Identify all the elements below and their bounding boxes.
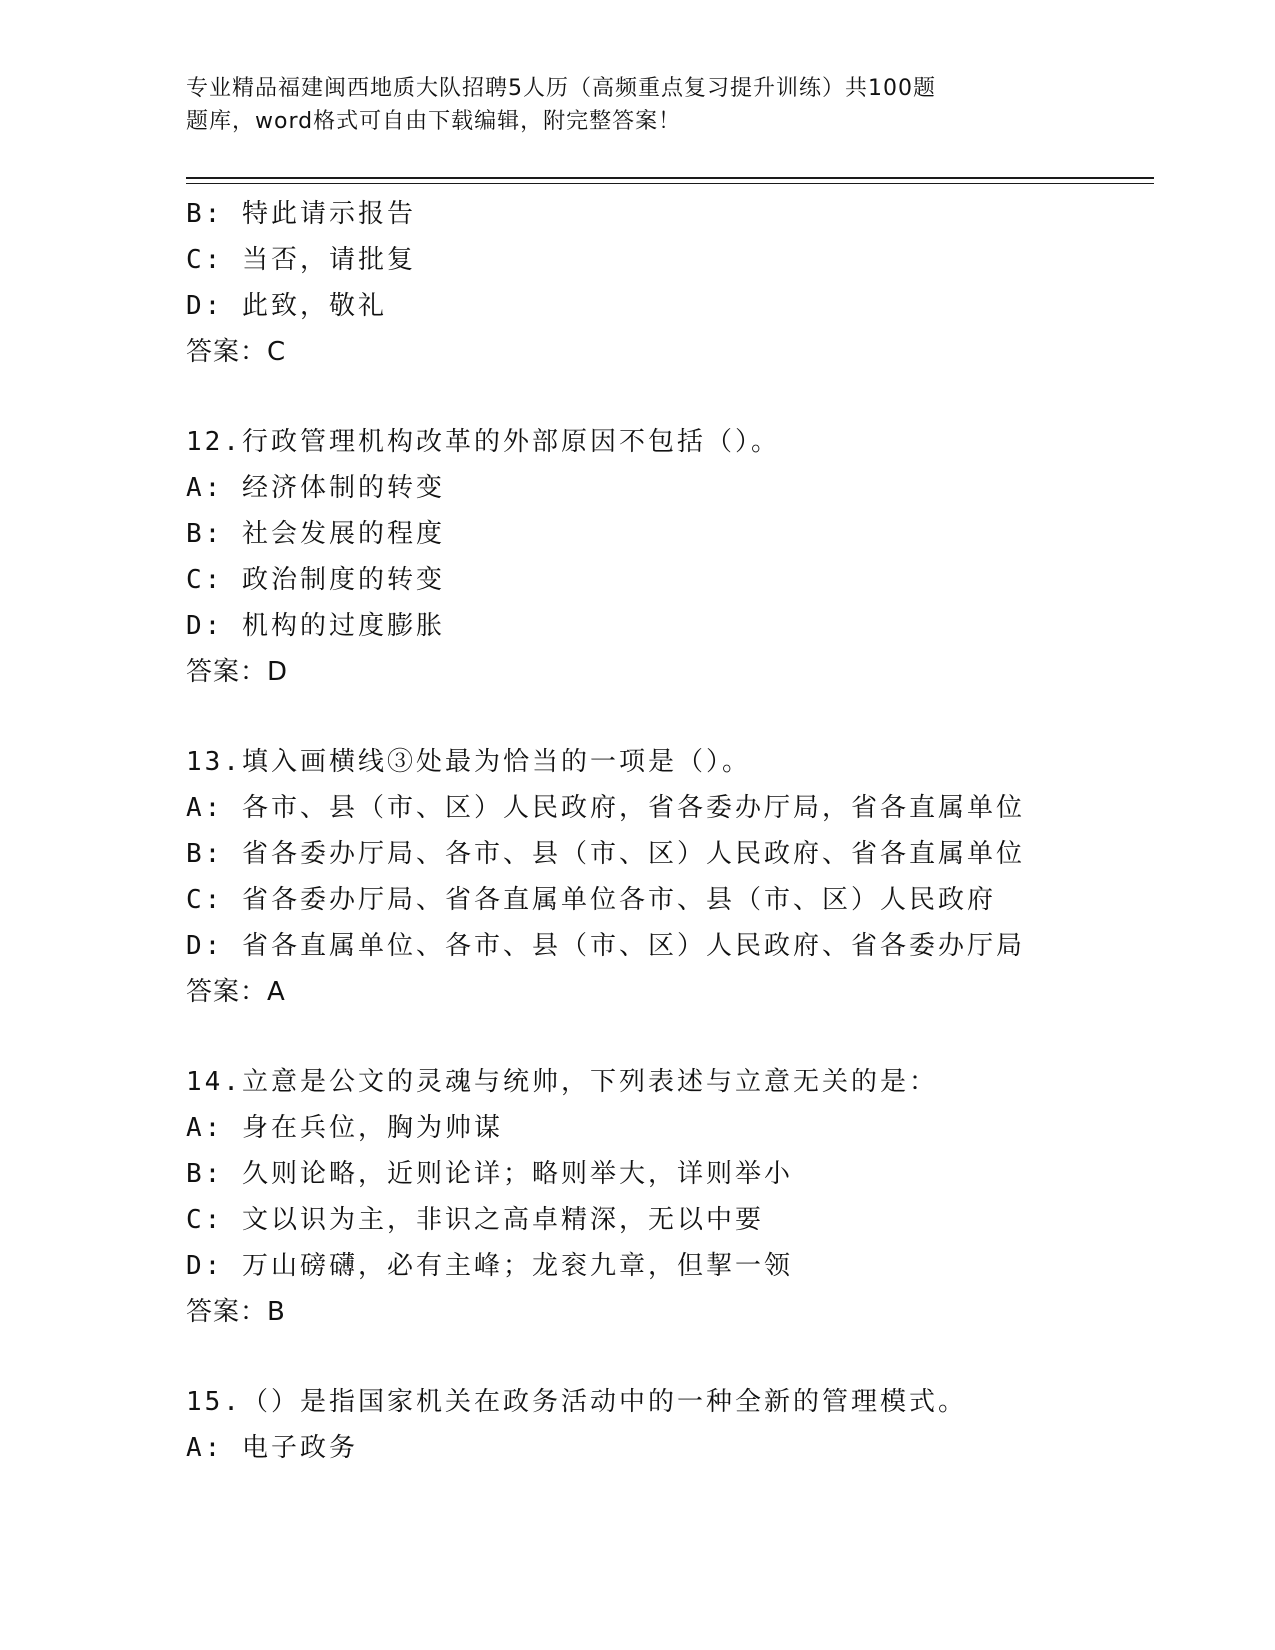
option-d: D: 省各直属单位、各市、县（市、区）人民政府、省各委办厅局	[186, 931, 1025, 961]
question-text: 14.立意是公文的灵魂与统帅，下列表述与立意无关的是：	[186, 1067, 938, 1097]
question-block-12	[186, 419, 1146, 695]
option-b: B: 特此请示报告	[186, 199, 416, 229]
question-text: 13.填入画横线③处最为恰当的一项是（）。	[186, 747, 751, 777]
answer-text: 答案：B	[186, 1297, 286, 1327]
option-b: B: 社会发展的程度	[186, 519, 445, 549]
document-header	[186, 72, 1016, 138]
question-block-11	[186, 191, 1146, 375]
question-block-13	[186, 739, 1146, 1015]
option-a: A: 电子政务	[186, 1433, 358, 1463]
option-c: C: 当否，请批复	[186, 245, 416, 275]
option-a: A: 各市、县（市、区）人民政府，省各委办厅局，省各直属单位	[186, 793, 1025, 823]
option-c: C: 政治制度的转变	[186, 565, 445, 595]
question-list	[186, 191, 1146, 1471]
option-c: C: 省各委办厅局、省各直属单位各市、县（市、区）人民政府	[186, 885, 996, 915]
header-rule-thick	[186, 177, 1154, 179]
question-block-14	[186, 1059, 1146, 1335]
header-title-line-2: 题库，word格式可自由下载编辑，附完整答案！	[186, 109, 682, 134]
question-text: 12.行政管理机构改革的外部原因不包括（）。	[186, 427, 780, 457]
option-b: B: 省各委办厅局、各市、县（市、区）人民政府、省各直属单位	[186, 839, 1025, 869]
answer-text: 答案：A	[186, 977, 286, 1007]
option-c: C: 文以识为主，非识之高卓精深，无以中要	[186, 1205, 764, 1235]
header-rule-thin	[186, 183, 1154, 184]
option-d: D: 机构的过度膨胀	[186, 611, 445, 641]
answer-text: 答案：D	[186, 657, 289, 687]
option-a: A: 经济体制的转变	[186, 473, 445, 503]
option-a: A: 身在兵位，胸为帅谋	[186, 1113, 503, 1143]
question-block-15	[186, 1379, 1146, 1471]
option-d: D: 万山磅礴，必有主峰；龙衮九章，但挈一领	[186, 1251, 793, 1281]
question-text: 15.（）是指国家机关在政务活动中的一种全新的管理模式。	[186, 1387, 967, 1417]
answer-text: 答案：C	[186, 337, 287, 367]
option-d: D: 此致，敬礼	[186, 291, 387, 321]
header-title-line-1: 专业精品福建闽西地质大队招聘5人历（高频重点复习提升训练）共100题	[186, 76, 936, 101]
option-b: B: 久则论略，近则论详；略则举大，详则举小	[186, 1159, 793, 1189]
